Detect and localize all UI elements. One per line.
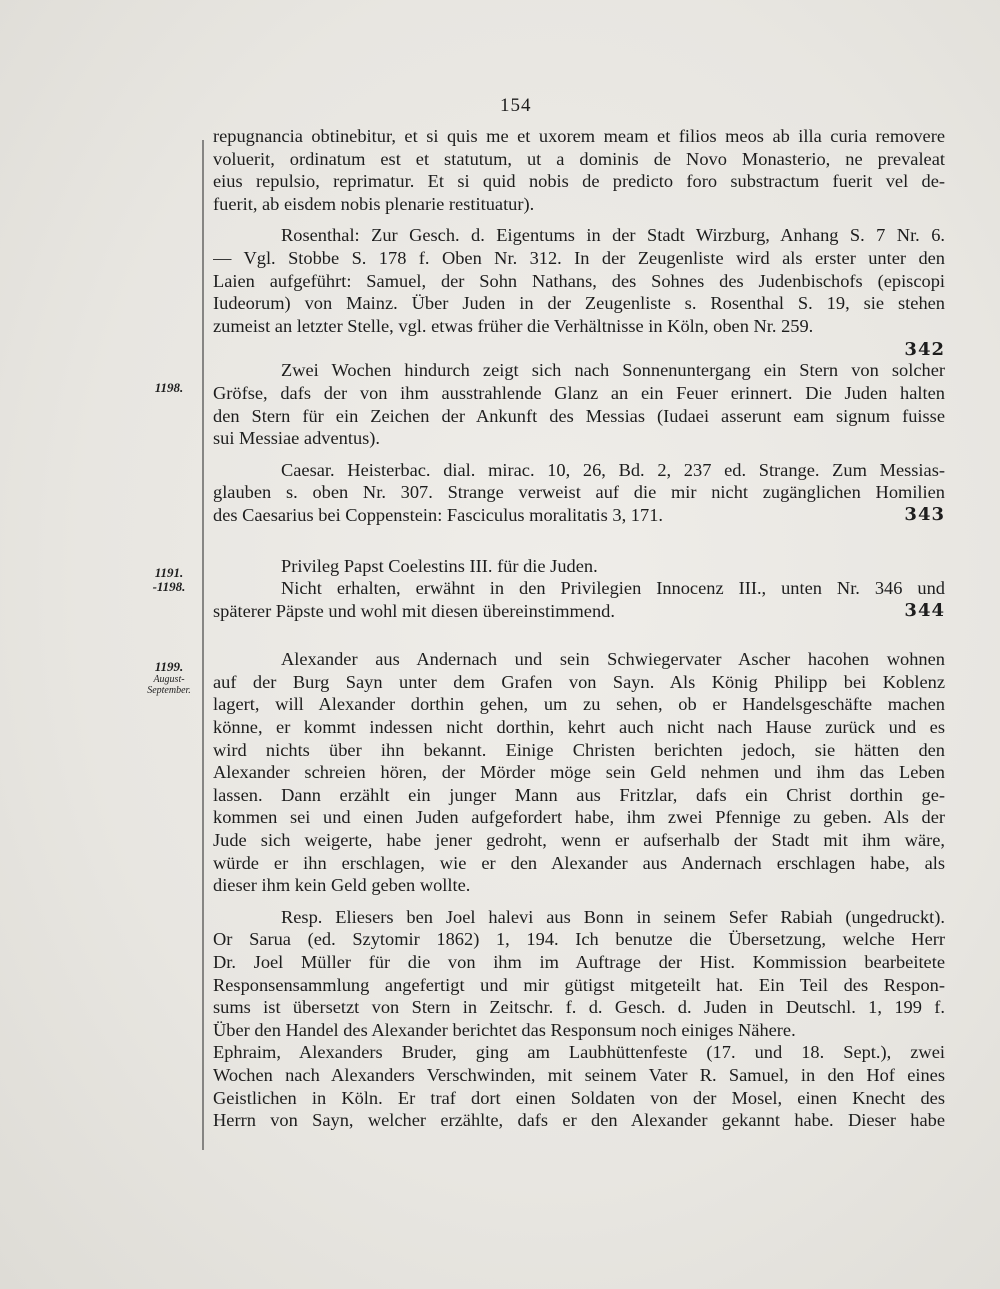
text-line: Gröfse, dafs der von ihm ausstrahlende Glanz an ein Feuer erinnert. Die Juden halten (213, 382, 945, 403)
note-line: Iudeorum) von Mainz. Über Juden in der Zeugenliste s. Rosenthal S. 19, sie stehen (213, 293, 945, 314)
entry-number: 343 (904, 503, 945, 525)
bleed-through-left (120, 145, 124, 165)
text-line: Zwei Wochen hindurch zeigt sich nach Sonnenuntergang ein Stern von solcher (281, 360, 945, 381)
margin-date-344-month1: August- (153, 674, 185, 685)
text-line: fuerit, ab eisdem nobis plenarie restituatur). (213, 193, 535, 214)
text-line: Alexander aus Andernach und sein Schwiegervater Ascher hacohen wohnen (281, 649, 945, 670)
note-line: Geistlichen in Köln. Er traf dort einen Soldaten von der Mosel, einen Knecht des (213, 1087, 945, 1108)
note-line: Über den Handel des Alexander berichtet das Responsum noch einiges Nähere. (213, 1019, 796, 1040)
note-line: Herrn von Sayn, welcher erzählte, dafs er den Alexander gekannt habe. Dieser habe (213, 1110, 945, 1131)
entry-343 (213, 555, 945, 623)
text-line: lagert, will Alexander dorthin gehen, um zu sehen, ob er Handelsgeschäfte machen (213, 694, 945, 715)
margin-date-343-start: 1191. (154, 565, 184, 580)
text-line: auf der Burg Sayn unter dem Grafen von Sayn. Als König Philipp bei Koblenz (213, 671, 945, 692)
continuation-block (213, 125, 945, 359)
text-line: kommen sei und einen Juden aufgefordert habe, ihm zwei Pfennige zu geben. Als der (213, 807, 945, 828)
text-line: sui Messiae adventus). (213, 428, 381, 449)
text-line: Jude sich weigerte, habe jener gedroht, wenn er aufserhalb der Stadt mit ihm wäre, (213, 830, 945, 851)
margin-date-344-month2: September. (147, 685, 191, 696)
text-line: würde er ihn erschlagen, wie er den Alexander aus Andernach erschlagen habe, als (213, 852, 945, 873)
text-line: dieser ihm kein Geld geben wollte. (213, 875, 471, 896)
entry-342 (213, 359, 945, 526)
entry-number: 342 (904, 339, 945, 361)
note-line: glauben s. oben Nr. 307. Strange verweist auf die mir nicht zugänglichen Homilien (213, 482, 945, 503)
note-line: zumeist an letzter Stelle, vgl. etwas früher die Verhältnisse in Köln, oben Nr. 259. (213, 315, 814, 336)
text-line: wird nichts über ihn bekannt. Einige Christen berichten jedoch, sie hätten den (213, 739, 945, 760)
note-line: — Vgl. Stobbe S. 178 f. Oben Nr. 312. In der Zeugenliste wird als erster unter den (213, 247, 945, 268)
margin-date-343-end: -1198. (152, 579, 186, 594)
note-line: Wochen nach Alexanders Verschwinden, mit seinem Vater R. Samuel, in den Hof eines (213, 1064, 945, 1085)
text-column (213, 125, 945, 1132)
note-line: Laien aufgeführt: Samuel, der Sohn Nathans, des Sohnes des Judenbischofs (episcopi (213, 270, 945, 291)
entry-344 (213, 648, 945, 1131)
note-line: des Caesarius bei Coppenstein: Fasciculus moralitatis 3, 171. (213, 504, 663, 525)
text-line: den Stern für ein Zeichen der Ankunft des Messias (Iudaei asserunt eam signum fuisse (213, 405, 945, 426)
text-line: lassen. Dann erzählt ein junger Mann aus Fritzlar, dafs ein Christ dorthin ge- (213, 784, 945, 805)
note-line: Responsensammlung angefertigt und mir gütigst mitgeteilt hat. Ein Teil des Respon- (213, 974, 945, 995)
note-line: Nicht erhalten, erwähnt in den Privilegien Innocenz III., unten Nr. 346 und (281, 578, 945, 599)
page-number: 154 (500, 95, 532, 116)
margin-rule (202, 140, 204, 1150)
note-line: Resp. Eliesers ben Joel halevi aus Bonn in seinem Sefer Rabiah (ungedruckt). (281, 906, 945, 927)
margin-date-343 (140, 566, 198, 594)
margin-date-342: 1198. (154, 380, 184, 395)
text-line: Privileg Papst Coelestins III. für die Juden. (281, 555, 598, 576)
note-line: Or Sarua (ed. Szytomir 1862) 1, 194. Ich benutze die Übersetzung, welche Herr (213, 929, 945, 950)
margin-date-344 (140, 660, 198, 696)
margin-date-344-year: 1199. (154, 659, 184, 674)
note-line: Ephraim, Alexanders Bruder, ging am Laubhüttenfeste (17. und 18. Sept.), zwei (213, 1042, 945, 1063)
note-line: Dr. Joel Müller für die von ihm im Auftrage der Hist. Kommission bearbeitete (213, 952, 945, 972)
note-line: späterer Päpste und wohl mit diesen übereinstimmend. (213, 600, 615, 621)
text-line: Alexander schreien hören, der Mörder möge sein Geld nehmen und ihm das Leben (213, 762, 945, 783)
note-line: sums ist übersetzt von Stern in Zeitschr. f. d. Gesch. d. Juden in Deutschl. 1, 199 f. (213, 997, 945, 1018)
text-line: repugnancia obtinebitur, et si quis me et uxorem meam et filios meos ab illa curia removere (213, 126, 945, 146)
note-line: Rosenthal: Zur Gesch. d. Eigentums in der Stadt Wirzburg, Anhang S. 7 Nr. 6. (281, 225, 945, 246)
text-line: voluerit, ordinatum est et statutum, ut a dominis de Novo Monasterio, ne prevaleat (213, 148, 945, 169)
text-line: könne, er kommt indessen nicht dorthin, kehrt auch nicht nach Hause zurück und es (213, 717, 945, 738)
entry-number: 344 (904, 599, 945, 621)
text-line: eius repulsio, reprimatur. Et si quid nobis de predicto foro substractum fuerit vel de- (213, 171, 945, 192)
note-line: Caesar. Heisterbac. dial. mirac. 10, 26, Bd. 2, 237 ed. Strange. Zum Messias- (281, 459, 945, 480)
